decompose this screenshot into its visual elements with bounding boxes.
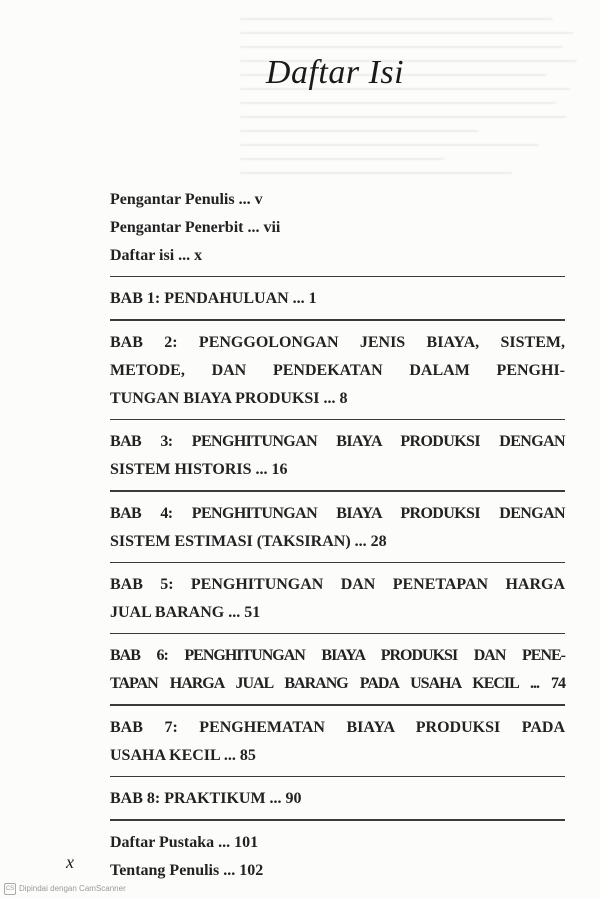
front-matter-list bbox=[110, 186, 565, 270]
toc-chapter-4 bbox=[110, 500, 565, 556]
chapter-line: TAPAN HARGA JUAL BARANG PADA USAHA KECIL ... 74 bbox=[110, 675, 565, 693]
toc-entry-pengantar-penulis: Pengantar Penulis ... v bbox=[110, 191, 263, 208]
toc-chapter-8 bbox=[110, 785, 565, 813]
chapter-line: SISTEM HISTORIS ... 16 bbox=[110, 461, 288, 479]
divider bbox=[110, 490, 565, 491]
divider bbox=[110, 819, 565, 820]
scanner-watermark bbox=[4, 883, 126, 895]
toc-chapter-2 bbox=[110, 329, 565, 413]
chapter-line: METODE, DAN PENDEKATAN DALAM PENGHI- bbox=[110, 361, 565, 379]
page-number: x bbox=[66, 852, 74, 872]
chapter-line: BAB 7: PENGHEMATAN BIAYA PRODUKSI PADA bbox=[110, 718, 565, 736]
toc-chapter-6 bbox=[110, 642, 565, 698]
toc-chapter-1 bbox=[110, 285, 565, 313]
chapter-line: BAB 2: PENGGOLONGAN JENIS BIAYA, SISTEM, bbox=[110, 333, 565, 351]
divider bbox=[110, 419, 565, 420]
chapter-line: BAB 4: PENGHITUNGAN BIAYA PRODUKSI DENGAN bbox=[110, 504, 565, 522]
back-matter-list bbox=[110, 829, 565, 885]
chapter-line: JUAL BARANG ... 51 bbox=[110, 603, 261, 621]
chapter-line: BAB 3: PENGHITUNGAN BIAYA PRODUKSI DENGAN bbox=[110, 433, 565, 451]
divider bbox=[110, 562, 565, 563]
chapter-line: BAB 1: PENDAHULUAN ... 1 bbox=[110, 290, 317, 308]
chapter-line: USAHA KECIL ... 85 bbox=[110, 746, 256, 764]
chapter-line: SISTEM ESTIMASI (TAKSIRAN) ... 28 bbox=[110, 532, 387, 550]
toc-chapter-3 bbox=[110, 428, 565, 484]
scanner-watermark-text: Dipindai dengan CamScanner bbox=[19, 884, 126, 894]
divider bbox=[110, 276, 565, 277]
toc-entry-tentang-penulis: Tentang Penulis ... 102 bbox=[110, 861, 264, 879]
camscanner-logo-icon: CS bbox=[4, 883, 16, 895]
chapter-line: BAB 8: PRAKTIKUM ... 90 bbox=[110, 790, 302, 808]
divider bbox=[110, 319, 565, 320]
table-of-contents bbox=[110, 186, 565, 885]
divider bbox=[110, 633, 565, 634]
toc-chapter-5 bbox=[110, 571, 565, 627]
chapter-line: TUNGAN BIAYA PRODUKSI ... 8 bbox=[110, 389, 348, 407]
chapter-line: BAB 6: PENGHITUNGAN BIAYA PRODUKSI DAN PENE- bbox=[110, 647, 565, 665]
divider bbox=[110, 776, 565, 777]
toc-entry-daftar-isi: Daftar isi ... x bbox=[110, 247, 203, 264]
toc-chapter-7 bbox=[110, 714, 565, 770]
toc-entry-pengantar-penerbit: Pengantar Penerbit ... vii bbox=[110, 219, 281, 236]
toc-entry-daftar-pustaka: Daftar Pustaka ... 101 bbox=[110, 833, 259, 851]
page-title: Daftar Isi bbox=[265, 54, 405, 91]
divider bbox=[110, 704, 565, 705]
chapter-line: BAB 5: PENGHITUNGAN DAN PENETAPAN HARGA bbox=[110, 575, 565, 593]
